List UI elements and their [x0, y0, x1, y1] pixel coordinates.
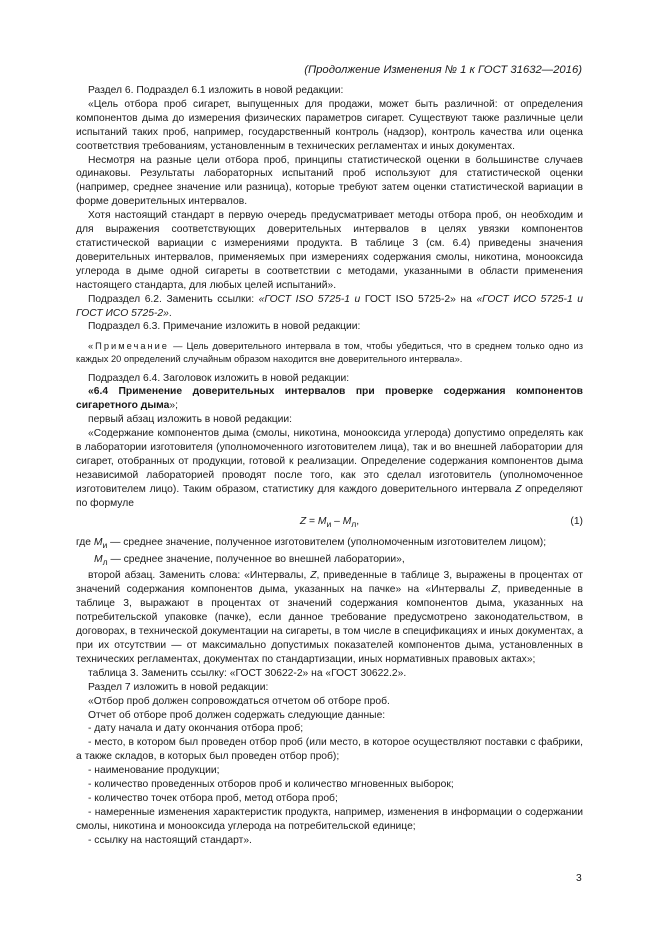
paragraph-statistical-principles: Несмотря на разные цели отбора проб, принципы статистической оценки в большинстве случаев одинаковы. Результаты лабораторных испытаний проб используют для статистической оценки (например, среднее значение или разница), которые требуют затем оценки статистической вариации в форме доверительных интервалов. — [76, 154, 583, 208]
paragraph-second-abzac: второй абзац. Заменить слова: «Интервалы, Z, приведенные в таблице 3, выражены в процентах от значений содержания компонентов дыма, указанных на пачке» на «Интервалы Z, приведенные в таблице 3, выражают в процентах от значений содержания компонентов дыма, указанных на потребительской упаковке (пачке), если данное требование предусмотрено законодательством, в договорах, в технической документации на сигареты, в том числе в спецификациях и иных документах, а при их отсутствии — от максимально допустимых показателей компонентов дыма, установленных в технических регламентах, документах по стандартизации, иных нормативных правовых актах»; — [76, 570, 583, 665]
note-text: — Цель доверительного интервала в том, чтобы убедиться, что в среднем только одно из каждых 20 определений случайным образом находится вне доверительного интервала». — [76, 341, 583, 364]
paragraph-first-abzac: первый абзац изложить в новой редакции: — [88, 414, 292, 426]
note-paragraph — [76, 340, 583, 365]
page-number: 3 — [576, 873, 582, 884]
paragraph-smoke-content: «Содержание компонентов дыма (смолы, никотина, монооксида углерода) допустимо определять как в лаборатории изготовителя (уполномоченного изготовителем лица), так и во внешней лаборатории для сигарет, отобранных от продукции, готовой к реализации. Определение содержания компонентов дыма независимой лабораторией проводят после того, как это сделал изготовитель (уполномоченное изготовителем лицо). Таким образом, статистику для каждого доверительного интервала Z определяют по формуле — [76, 428, 583, 509]
heading-6-4: «6.4 Применение доверительных интервалов при проверке содержания компонентов сигаретного дыма»; — [76, 386, 583, 412]
list-item: - дату начала и дату окончания отбора проб; — [88, 723, 304, 735]
list-item: - ссылку на настоящий стандарт». — [88, 834, 252, 846]
page-header: (Продолжение Изменения № 1 к ГОСТ 31632—2016) — [304, 64, 582, 76]
list-item: - намеренные изменения характеристик продукта, например, изменения в информации о содержании смолы, никотина и монооксида углерода на потребительской единице; — [76, 806, 583, 832]
note-label: «Примечание — [88, 341, 169, 352]
list-item: - количество точек отбора проб, метод отбора проб; — [88, 792, 338, 804]
list-item: - количество проведенных отборов проб и количество мгновенных выборок; — [88, 779, 454, 791]
paragraph-table-3: таблица 3. Заменить ссылку: «ГОСТ 30622-2» на «ГОСТ 30622.2». — [88, 667, 407, 679]
document-body — [76, 84, 583, 848]
formula-number: (1) — [570, 515, 583, 527]
paragraph-section6: Раздел 6. Подраздел 6.1 изложить в новой редакции: — [88, 85, 344, 96]
paragraph-report-contents: Отчет об отборе проб должен содержать следующие данные: — [88, 709, 386, 721]
paragraph-subsection-6-2: Подраздел 6.2. Заменить ссылки: «ГОСТ ISO 5725-1 и ГОСТ ISO 5725-2» на «ГОСТ ИСО 5725-1 и ГОСТ ИСО 5725-2». — [76, 293, 583, 319]
formula-1: $Z = M_и - M_л$, (1) — [299, 515, 583, 529]
paragraph-subsection-6-4: Подраздел 6.4. Заголовок изложить в новой редакции: — [88, 372, 350, 384]
paragraph-confidence-intervals: Хотя настоящий стандарт в первую очередь предусматривает методы отбора проб, он необходим и для выражения соответствующих доверительных интервалов в целях увязки компонентов статистической вариации с измерениями продукта. В таблице 3 (см. 6.4) приведены значения доверительных интервалов, применяемых при измерениях содержания смолы, никотина, монооксида углерода в дыме одной сигареты в соответствии с методами, указанными в области применения настоящего стандарта, для любых целей испытаний». — [76, 210, 583, 291]
where-manufacturer: где $M_и$ — среднее значение, полученное изготовителем (уполномоченным изготовителем лицом); — [76, 536, 547, 550]
paragraph-section7: Раздел 7 изложить в новой редакции: — [88, 681, 269, 693]
paragraph-sampling-report: «Отбор проб должен сопровождаться отчетом об отборе проб. — [88, 695, 390, 707]
list-item: - место, в котором был проведен отбор проб (или место, в которое осуществляют поставки с фабрики, а также складов, в которых был проведен отбор проб); — [76, 737, 583, 763]
paragraph-subsection-6-3: Подраздел 6.3. Примечание изложить в новой редакции: — [88, 321, 361, 333]
where-external-lab: $M_л$ — среднее значение, полученное во внешней лаборатории», — [94, 553, 405, 567]
list-item: - наименование продукции; — [88, 765, 220, 777]
paragraph-sampling-purpose: «Цель отбора проб сигарет, выпущенных для продажи, может быть различной: от определения компонентов дыма до измерения физических параметров сигарет. Существуют также различные цели испытаний таких проб, например, государственный контроль (надзор), контроль качества или оценка соответствия требованиям, установленным в технических регламентах и иных документах. — [76, 98, 583, 152]
